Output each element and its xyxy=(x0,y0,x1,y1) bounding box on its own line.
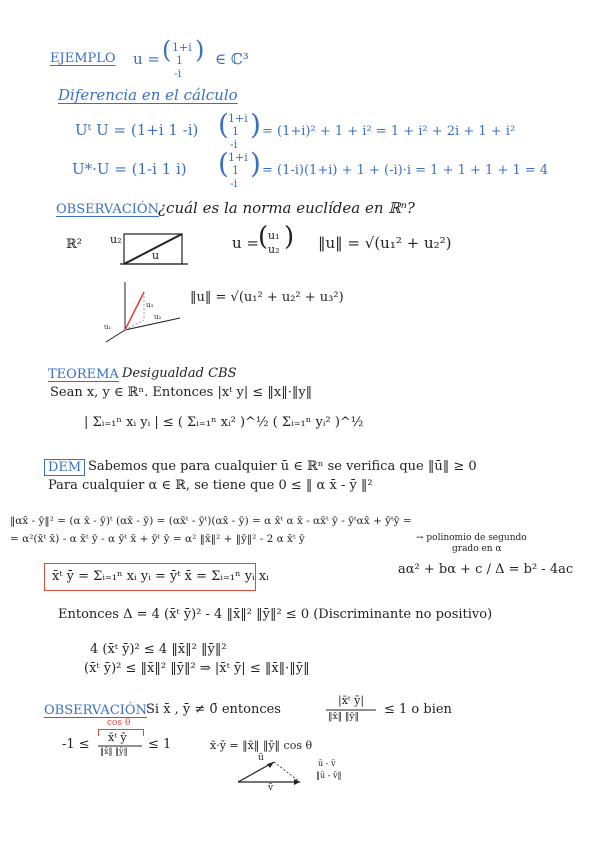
obs2-heading: OBSERVACIÓN xyxy=(44,703,147,718)
eq2-paren-r: ) xyxy=(250,147,261,180)
r3-u2: u₂ xyxy=(154,313,162,321)
eq2-vec-1: 1 xyxy=(232,164,239,177)
teorema-title: Desigualdad CBS xyxy=(122,366,237,381)
expand-note1: → polinomio de segundo xyxy=(416,533,527,543)
eq2-vec-2: -i xyxy=(230,177,238,190)
ejemplo-lhs: u = xyxy=(133,50,160,68)
paren-right: ) xyxy=(195,36,205,64)
obs2-frac-tail: ≤ 1 o bien xyxy=(384,702,452,717)
eq2-rhs: = (1-i)(1+i) + 1 + (-i)·i = 1 + 1 + 1 + 1 = 4 xyxy=(262,163,549,178)
r3-diagram xyxy=(100,280,190,350)
ineq-den: ‖x̄‖ ‖ȳ‖ xyxy=(100,747,128,756)
entonces-l2: 4 (x̄ᵗ ȳ)² ≤ 4 ‖x̄‖² ‖ȳ‖² xyxy=(90,642,227,657)
vector-diagram xyxy=(236,758,316,788)
eq1-vec-0: 1+i xyxy=(228,112,248,125)
eq2-paren-l: ( xyxy=(218,147,229,180)
ineq-lhs: -1 ≤ xyxy=(62,737,90,752)
dem-line1: Sabemos que para cualquier ū ∈ ℝⁿ se verifica que ‖ū‖ ≥ 0 xyxy=(88,459,477,474)
obs2-text: Si x̄ , ȳ ≠ 0̄ entonces xyxy=(146,702,281,717)
r2-u-label: u xyxy=(152,249,160,262)
paren-left: ( xyxy=(162,36,172,64)
ejemplo-set: ∈ ℂ³ xyxy=(215,50,249,68)
r2-paren-l: ( xyxy=(258,222,269,252)
vec-v-label: v̄ xyxy=(268,783,274,793)
entonces-l3: (x̄ᵗ ȳ)² ≤ ‖x̄‖² ‖ȳ‖² ⇒ |x̄ᵗ ȳ| ≤ ‖x̄‖·‖ȳ‖ xyxy=(84,661,310,676)
expand-note2: grado en α xyxy=(452,544,502,554)
ejemplo-vec-2: -i xyxy=(174,67,182,80)
teorema-line2: | Σᵢ₌₁ⁿ xᵢ yᵢ | ≤ ( Σᵢ₌₁ⁿ xᵢ² )^½ ( Σᵢ₌₁ⁿ yᵢ² )^½ xyxy=(84,415,364,430)
eq2-lhs: U*·U = (1-i 1 i) xyxy=(72,160,187,178)
vec-diff-label: ū - v̄ xyxy=(318,759,336,768)
obs1-heading: OBSERVACIÓN xyxy=(56,202,159,217)
r2-norm: ‖u‖ = √(u₁² + u₂²) xyxy=(318,234,452,252)
obs2-frac-den: ‖x̄‖ ‖ȳ‖ xyxy=(328,712,360,722)
r2-vec-lhs: u = xyxy=(232,234,259,252)
r3-u1: u₁ xyxy=(104,323,112,331)
dot-formula: x̄·ȳ = ‖x̄‖ ‖ȳ‖ cos θ xyxy=(210,739,313,752)
obs2-frac-bar xyxy=(326,709,376,711)
ejemplo-heading: EJEMPLO xyxy=(50,51,116,66)
eq1-paren-l: ( xyxy=(218,108,229,141)
ineq-rhs: ≤ 1 xyxy=(148,737,172,752)
eq1-lhs: Uᵗ U = (1+i 1 -i) xyxy=(75,121,199,139)
r3-u3: u₃ xyxy=(146,301,154,309)
ineq-num: x̄ᵗ ȳ xyxy=(108,731,127,744)
eq2-vec-0: 1+i xyxy=(228,151,248,164)
r2-label: ℝ² xyxy=(66,237,83,252)
identity-text: x̄ᵗ ȳ = Σᵢ₌₁ⁿ xᵢ yᵢ = ȳᵗ x̄ = Σᵢ₌₁ⁿ yᵢ xᵢ xyxy=(52,569,269,584)
r2-vec-1: u₂ xyxy=(268,243,280,256)
eq1-rhs: = (1+i)² + 1 + i² = 1 + i² + 2i + 1 + i² xyxy=(262,124,516,139)
expand-line1: ‖αx̄ - ȳ‖² = (α x̄ - ȳ)ᵗ (αx̄ - ȳ) = (αx̄ᵗ - ȳᵗ)(αx̄ - ȳ) = α x̄ᵗ α x̄ - αx̄ᵗ ȳ - ȳᵗαx̄ + ȳᵗȳ = xyxy=(10,515,412,527)
obs1-text: ¿cuál es la norma euclídea en ℝⁿ? xyxy=(158,199,415,217)
entonces-line: Entonces Δ = 4 (x̄ᵗ ȳ)² - 4 ‖x̄‖² ‖ȳ‖² ≤ 0 (Discriminante no positivo) xyxy=(58,607,493,622)
cos-label: cos θ xyxy=(107,718,131,728)
dem-line2: Para cualquier α ∈ ℝ, se tiene que 0 ≤ ‖ α x̄ - ȳ ‖² xyxy=(48,478,373,493)
r3-norm: ‖u‖ = √(u₁² + u₂² + u₃²) xyxy=(190,290,344,305)
r2-vec-0: u₁ xyxy=(268,229,280,242)
ejemplo-vec-1: 1 xyxy=(176,54,183,67)
r2-paren-r: ) xyxy=(284,222,295,252)
diferencia-heading: Diferencia en el cálculo xyxy=(58,86,238,104)
eq1-vec-1: 1 xyxy=(232,125,239,138)
vec-diff-norm: ‖ū - v̄‖ xyxy=(316,771,342,780)
expand-quad: aα² + bα + c / Δ = b² - 4ac xyxy=(398,562,574,577)
vec-u-label: ū xyxy=(258,753,264,763)
r2-u2-label: u₂ xyxy=(110,233,122,246)
obs2-frac-num: |x̄ᵗ ȳ| xyxy=(338,694,365,707)
eq1-paren-r: ) xyxy=(250,108,261,141)
expand-line2: = α²(x̄ᵗ x̄) - α x̄ᵗ ȳ - α ȳᵗ x̄ + ȳᵗ ȳ = α² ‖x̄‖² + ‖ȳ‖² - 2 α x̄ᵗ ȳ xyxy=(10,533,305,545)
eq1-vec-2: -i xyxy=(230,138,238,151)
teorema-line1: Sean x, y ∈ ℝⁿ. Entonces |xᵗ y| ≤ ‖x‖·‖y‖ xyxy=(50,385,313,400)
dem-heading: DEM xyxy=(44,459,85,476)
ejemplo-vec-0: 1+i xyxy=(172,41,192,54)
teorema-heading: TEOREMA xyxy=(48,367,119,382)
